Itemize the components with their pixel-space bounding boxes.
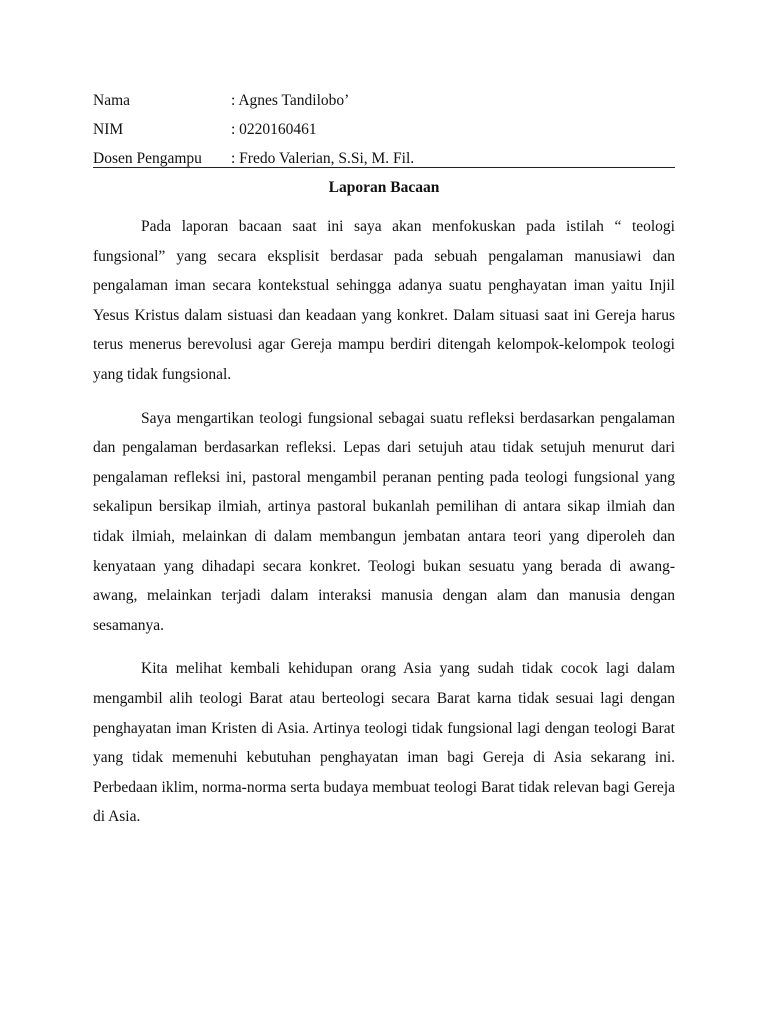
name-value: : Agnes Tandilobo’ xyxy=(231,92,350,109)
header-divider xyxy=(93,167,675,168)
paragraph-1: Pada laporan bacaan saat ini saya akan menfokuskan pada istilah “ teologi fungsional” yang secara eksplisit berdasar pada sebuah pengalaman manusiawi dan pengalaman iman secara kontekstual sehingga adanya suatu penghayatan iman yaitu Injil Yesus Kristus dalam sistuasi dan keadaan yang konkret. Dalam situasi saat ini Gereja harus terus menerus berevolusi agar Gereja mampu berdiri ditengah kelompok-kelompok teologi yang tidak fungsional. xyxy=(93,218,675,383)
info-row-name xyxy=(93,86,675,115)
lecturer-label: Dosen Pengampu xyxy=(93,150,202,167)
document-title: Laporan Bacaan xyxy=(328,179,440,196)
nim-value: : 0220160461 xyxy=(231,121,317,138)
info-row-nim xyxy=(93,115,675,144)
paragraph-3: Kita melihat kembali kehidupan orang Asia yang sudah tidak cocok lagi dalam mengambil alih teologi Barat atau berteologi secara Barat karna tidak sesuai lagi dengan penghayatan iman Kristen di Asia. Artinya teologi tidak fungsional lagi dengan teologi Barat yang tidak memenuhi kebutuhan penghayatan iman bagi Gereja di Asia sekarang ini. Perbedaan iklim, norma-norma serta budaya membuat teologi Barat tidak relevan bagi Gereja di Asia. xyxy=(93,660,675,826)
lecturer-value: : Fredo Valerian, S.Si, M. Fil. xyxy=(231,150,415,167)
paragraph-2: Saya mengartikan teologi fungsional sebagai suatu refleksi berdasarkan pengalaman dan pengalaman berdasarkan refleksi. Lepas dari setujuh atau tidak setujuh menurut dari pengalaman refleksi ini, pastoral mengambil peranan penting pada teologi fungsional yang sekalipun bersikap ilmiah, artinya pastoral bukanlah pemilihan di antara sikap ilmiah dan tidak ilmiah, melainkan di dalam membangun jembatan antara teori yang diperoleh dan kenyataan yang dihadapi secara konkret. Teologi bukan sesuatu yang berada di awang-awang, melainkan terjadi dalam interaksi manusia dengan alam dan manusia dengan sesamanya. xyxy=(93,409,675,634)
document-body xyxy=(93,212,675,846)
nim-label: NIM xyxy=(93,121,124,138)
student-info-block xyxy=(93,86,675,173)
info-row-lecturer xyxy=(93,144,675,173)
name-label: Nama xyxy=(93,92,131,109)
